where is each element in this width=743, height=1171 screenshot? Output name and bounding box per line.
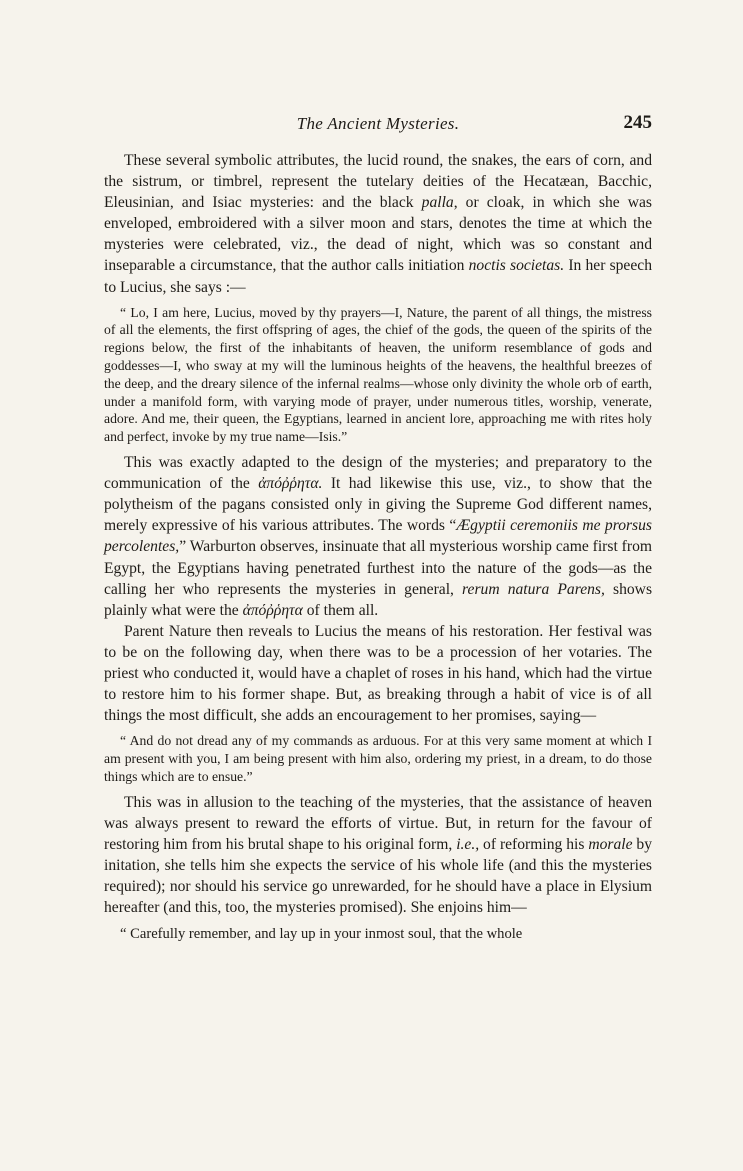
text-run: This was exactly adapted to the design of the mysteries; and preparatory to the communication of the <box>104 454 652 493</box>
text-run: In her speech to Lucius, she says :— <box>104 257 652 296</box>
text-run: It had likewise this use, viz., to show that the polytheism of the pagans consisted only in giving the Supreme God different names, merely expressive of his various attributes. The words “ <box>104 475 652 535</box>
text-run: “ And do not dread any of my commands as arduous. For at this very same moment at which I am present with you, I am being present with him also, ordering my priest, in a dream, to do those things which are to ensue.” <box>104 733 652 784</box>
text-run: of them all. <box>302 601 379 619</box>
text-run: , or cloak, in which she was enveloped, embroidered with a silver moon and stars, denotes the time at which the mysteries were celebrated, viz., the dead of night, which was so constant and inseparable a circumstance, that the author calls initiation <box>104 194 652 275</box>
running-header <box>104 100 652 140</box>
paragraph-attributes <box>104 150 652 298</box>
text-run: by initation, she tells him she expects the service of his whole life (and this the mysteries required); nor should his service go unrewarded, for he should have a place in Elysium hereafter (and this, too, the mysteries promised). She enjoins him— <box>104 835 652 917</box>
text-run: shows plainly what were the <box>104 580 653 619</box>
italic-phrase: Ægyptii ceremoniis me prorsus percolentes, <box>104 517 652 556</box>
italic-phrase: morale <box>588 835 633 853</box>
quote-continuation <box>104 924 652 944</box>
paragraph-design-of-mysteries <box>104 452 652 621</box>
page-number: 245 <box>623 112 652 133</box>
text-run: This was in allusion to the teaching of the mysteries, that the assistance of heaven was always present to reward the efforts of virtue. But, in return for the favour of restoring him from his brutal shape to his original form, <box>104 793 652 853</box>
greek-term: ἀπόῤῥητα <box>242 601 303 619</box>
text-run: of reforming his <box>479 835 589 853</box>
greek-term: ἀπόῤῥητα. <box>258 475 323 493</box>
quote-isis-speech <box>104 304 652 446</box>
text-run: Parent Nature then reveals to Lucius the means of his restoration. Her festival was to be on the following day, when there was to be a procession of her votaries. The priest who conducted it, would have a chaplet of roses in his hand, which had the virtue to restore him to his former shape. But, as breaking through a habit of vice is of all things the most difficult, she adds an encouragement to her promises, saying— <box>104 622 652 725</box>
italic-phrase: rerum natura Parens, <box>462 580 605 598</box>
text-run: These several symbolic attributes, the lucid round, the snakes, the ears of corn, and the sistrum, or timbrel, represent the tutelary deities of the Hecatæan, Bacchic, Eleusinian, and Isiac mysteries: and the black <box>104 152 652 212</box>
italic-phrase: palla <box>421 194 454 212</box>
book-page <box>104 100 652 944</box>
running-title: The Ancient Mysteries. <box>296 114 460 133</box>
italic-phrase: i.e., <box>456 835 480 853</box>
text-run: ” Warburton observes, insinuate that all mysterious worship came first from Egypt, the Egyptians having penetrated furthest into the nature of the gods—as the calling her who represents the mysteries in general, <box>104 538 652 598</box>
text-body <box>104 150 652 944</box>
italic-phrase: noctis societas. <box>468 257 565 275</box>
text-run: “ Carefully remember, and lay up in your inmost soul, that the whole <box>120 926 523 943</box>
quote-commands <box>104 732 652 785</box>
paragraph-parent-nature <box>104 621 652 726</box>
text-run: “ Lo, I am here, Lucius, moved by thy prayers—I, Nature, the parent of all things, the mistress of all the elements, the first offspring of ages, the chief of the gods, the queen of the spirits of the regions below, the first of the inhabitants of heaven, the uniform resemblance of gods and goddesses—I, who sway at my will the luminous heights of the heavens, the healthful breezes of the deep, and the dreary silence of the infernal realms—whose only divinity the whole orb of earth, under a manifold form, with varying mode of prayer, under numerous titles, worship, venerate, adore. And me, their queen, the Egyptians, learned in ancient lore, approaching me with rites holy and perfect, invoke by my true name—Isis.” <box>104 304 652 445</box>
paragraph-allusion <box>104 792 652 919</box>
